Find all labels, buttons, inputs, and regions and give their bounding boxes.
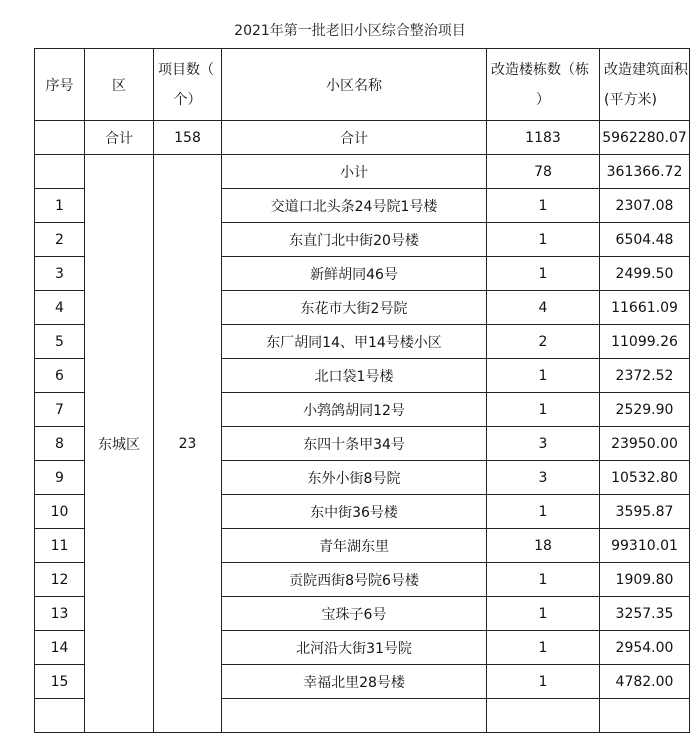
row-buildings: 1 [487, 563, 600, 597]
row-area: 10532.80 [600, 461, 690, 495]
row-area: 2499.50 [600, 257, 690, 291]
row-name: 东直门北中街20号楼 [222, 223, 487, 257]
row-area [600, 699, 690, 733]
header-district: 区 [85, 49, 154, 121]
row-seq: 8 [35, 427, 85, 461]
row-area: 99310.01 [600, 529, 690, 563]
row-name: 新鲜胡同46号 [222, 257, 487, 291]
row-buildings: 18 [487, 529, 600, 563]
row-seq: 12 [35, 563, 85, 597]
row-seq: 9 [35, 461, 85, 495]
row-area: 2372.52 [600, 359, 690, 393]
row-seq: 7 [35, 393, 85, 427]
row-seq: 1 [35, 189, 85, 223]
header-area-line1: 改造建筑面积 [604, 61, 688, 78]
row-seq: 4 [35, 291, 85, 325]
row-buildings: 1 [487, 257, 600, 291]
document-title: 2021年第一批老旧小区综合整治项目 [234, 23, 466, 39]
row-name: 北河沿大街31号院 [222, 631, 487, 665]
row-seq: 10 [35, 495, 85, 529]
row-name: 东花市大街2号院 [222, 291, 487, 325]
row-name: 东厂胡同14、甲14号楼小区 [222, 325, 487, 359]
row-area: 2529.90 [600, 393, 690, 427]
row-area: 3257.35 [600, 597, 690, 631]
header-row [35, 49, 690, 121]
row-area: 4782.00 [600, 665, 690, 699]
total-projects: 158 [154, 121, 222, 155]
row-name: 宝珠子6号 [222, 597, 487, 631]
row-name: 幸福北里28号楼 [222, 665, 487, 699]
row-area: 2307.08 [600, 189, 690, 223]
district-projects-cell: 23 [154, 155, 222, 733]
row-seq: 2 [35, 223, 85, 257]
total-seq [35, 121, 85, 155]
row-buildings: 1 [487, 665, 600, 699]
header-project-count-line2: 个） [173, 91, 202, 108]
row-seq: 13 [35, 597, 85, 631]
row-buildings: 1 [487, 495, 600, 529]
row-seq: 3 [35, 257, 85, 291]
row-seq: 6 [35, 359, 85, 393]
header-buildings-line2: ） [536, 91, 550, 108]
row-buildings: 1 [487, 189, 600, 223]
header-community: 小区名称 [222, 49, 487, 121]
row-buildings: 1 [487, 597, 600, 631]
subtotal-label: 小计 [222, 155, 487, 189]
row-name: 东四十条甲34号 [222, 427, 487, 461]
subtotal-area: 361366.72 [600, 155, 690, 189]
subtotal-row [35, 155, 690, 189]
total-row [35, 121, 690, 155]
row-name: 东外小街8号院 [222, 461, 487, 495]
row-buildings: 3 [487, 461, 600, 495]
row-seq: 15 [35, 665, 85, 699]
total-area: 5962280.07 [600, 121, 690, 155]
row-buildings: 1 [487, 631, 600, 665]
row-name: 小鹁鸽胡同12号 [222, 393, 487, 427]
header-area [600, 49, 690, 121]
row-buildings: 3 [487, 427, 600, 461]
row-name: 交道口北头条24号院1号楼 [222, 189, 487, 223]
subtotal-seq [35, 155, 85, 189]
total-label: 合计 [85, 121, 154, 155]
row-area: 6504.48 [600, 223, 690, 257]
row-buildings: 1 [487, 393, 600, 427]
total-name: 合计 [222, 121, 487, 155]
row-area: 11099.26 [600, 325, 690, 359]
header-buildings [487, 49, 600, 121]
subtotal-buildings: 78 [487, 155, 600, 189]
row-name: 东中街36号楼 [222, 495, 487, 529]
row-name: 贡院西街8号院6号楼 [222, 563, 487, 597]
header-seq: 序号 [35, 49, 85, 121]
row-seq: 11 [35, 529, 85, 563]
header-project-count [154, 49, 222, 121]
row-buildings: 4 [487, 291, 600, 325]
row-seq: 14 [35, 631, 85, 665]
row-seq: 5 [35, 325, 85, 359]
row-name: 青年湖东里 [222, 529, 487, 563]
row-seq [35, 699, 85, 733]
row-buildings: 1 [487, 359, 600, 393]
header-buildings-line1: 改造楼栋数（栋 [491, 61, 589, 78]
row-buildings: 1 [487, 223, 600, 257]
row-buildings: 2 [487, 325, 600, 359]
row-area: 1909.80 [600, 563, 690, 597]
total-buildings: 1183 [487, 121, 600, 155]
row-area: 23950.00 [600, 427, 690, 461]
project-table [34, 48, 690, 733]
row-name [222, 699, 487, 733]
district-cell: 东城区 [85, 155, 154, 733]
row-buildings [487, 699, 600, 733]
header-project-count-line1: 项目数（ [158, 61, 214, 78]
row-name: 北口袋1号楼 [222, 359, 487, 393]
header-area-line2: (平方米) [604, 91, 657, 108]
row-area: 2954.00 [600, 631, 690, 665]
row-area: 11661.09 [600, 291, 690, 325]
row-area: 3595.87 [600, 495, 690, 529]
